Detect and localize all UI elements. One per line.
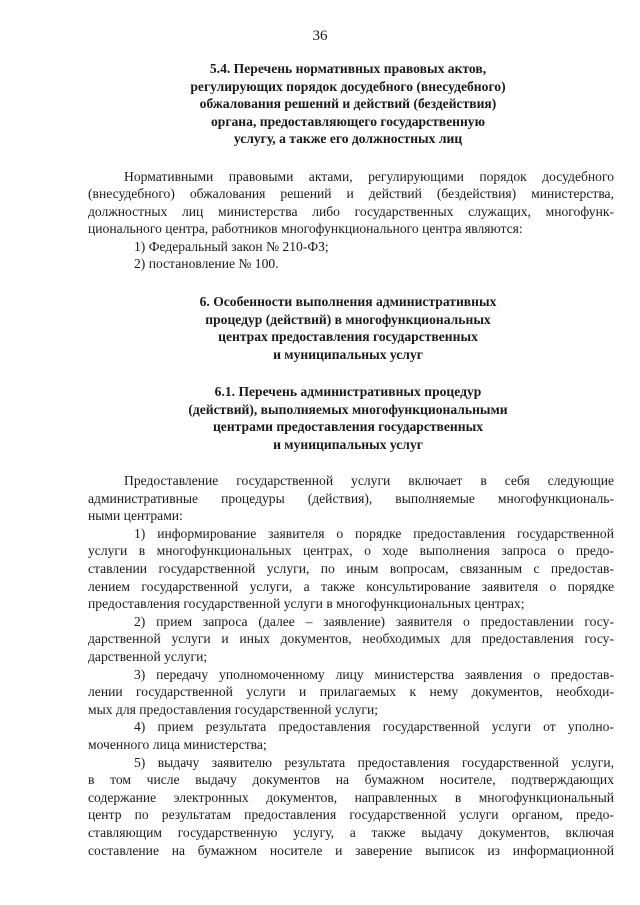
list-item-law: 1) Федеральный закон № 210-ФЗ; <box>134 238 329 254</box>
heading-line: центрах предоставления государственных <box>218 329 478 345</box>
list-item-1-line: ставлении государственной услуги, по иным вопросам, связанным с предостав- <box>88 561 614 577</box>
list-item-3-line: 3) передачу уполномоченному лицу министерства заявления о предостав- <box>134 666 614 682</box>
page-number: 36 <box>312 28 328 44</box>
heading-line: органа, предоставляющего государственную <box>210 113 485 129</box>
paragraph-line: Нормативными правовыми актами, регулирующими порядок досудебного <box>124 168 614 184</box>
heading-line: (действий), выполняемых многофункциональными <box>188 401 508 417</box>
paragraph-line: административные процедуры (действия), выполняемые многофункциональ- <box>88 490 614 506</box>
section-6-1-heading <box>82 383 614 453</box>
heading-line: обжалования решений и действий (бездействия) <box>199 96 497 111</box>
list-item-5-line: в том числе выдачу документов на бумажном носителе, подтверждающих <box>88 772 614 788</box>
list-item-5-line: 5) выдачу заявителю результата предоставления государственной услуги, <box>134 754 614 770</box>
list-item-2-line: 2) прием запроса (далее – заявление) заявителя о предоставлении госу- <box>134 613 614 629</box>
heading-line: услугу, а также его должностных лиц <box>233 131 463 146</box>
list-item-2-line: дарственной услуги; <box>88 649 208 664</box>
page-content <box>88 60 614 859</box>
list-item-5-line: центр по результатам предоставления государственной услуги органом, предо- <box>88 807 614 823</box>
heading-line: процедур (действий) в многофункциональных <box>205 311 491 327</box>
paragraph-line: должностных лиц министерства либо государственных служащих, многофунк- <box>88 203 614 219</box>
heading-line: и муниципальных услуг <box>273 346 423 362</box>
list-item-5-line: содержание электронных документов, направленных в многофункциональный <box>88 789 614 805</box>
list-item-1-line: лением государственной услуги, а также консультирование заявителя о порядке <box>88 578 614 594</box>
paragraph-line: (внесудебного) обжалования решений и действий (бездействия) министерства, <box>88 186 614 202</box>
heading-line: и муниципальных услуг <box>273 436 423 452</box>
section-6-heading <box>82 293 614 363</box>
heading-line: 6. Особенности выполнения административных <box>199 294 497 310</box>
heading-line: 5.4. Перечень нормативных правовых актов, <box>209 61 487 76</box>
section-5-4-heading <box>82 60 614 148</box>
heading-line: центрами предоставления государственных <box>212 419 484 435</box>
list-item-3-line: лении государственной услуги и прилагаемых к нему документов, необходи- <box>88 684 614 700</box>
paragraph-line: ными центрами: <box>88 508 183 524</box>
list-item-2-line: дарственной услуги и иных документов, необходимых для предоставления госу- <box>88 631 614 647</box>
heading-line: регулирующих порядок досудебного (внесудебного) <box>190 78 506 94</box>
list-item-4-line: моченного лица министерства; <box>88 736 267 752</box>
section-6-1-body <box>88 472 614 859</box>
heading-line: 6.1. Перечень административных процедур <box>214 384 482 400</box>
list-item-1-line: услуги в многофункциональных центрах, о ходе выполнения запроса о предо- <box>88 543 614 559</box>
list-item-3-line: мых для предоставления государственной услуги; <box>88 701 379 717</box>
paragraph-line: ционального центра, работников многофункционального центра являются: <box>88 221 523 237</box>
list-item-5-line: составление на бумажном носителе и заверение выписок из информационной <box>88 842 614 858</box>
list-item-4-line: 4) прием результата предоставления государственной услуги от уполно- <box>134 719 614 735</box>
list-item-decree: 2) постановление № 100. <box>134 256 279 272</box>
section-5-4-paragraph <box>88 168 614 274</box>
list-item-1-line: предоставления государственной услуги в многофункциональных центрах; <box>88 596 525 612</box>
list-item-1-line: 1) информирование заявителя о порядке предоставления государственной <box>134 525 614 541</box>
list-item-5-line: ставляющим государственную услугу, а также выдачу документов, включая <box>88 824 614 840</box>
paragraph-line: Предоставление государственной услуги включает в себя следующие <box>124 473 614 489</box>
